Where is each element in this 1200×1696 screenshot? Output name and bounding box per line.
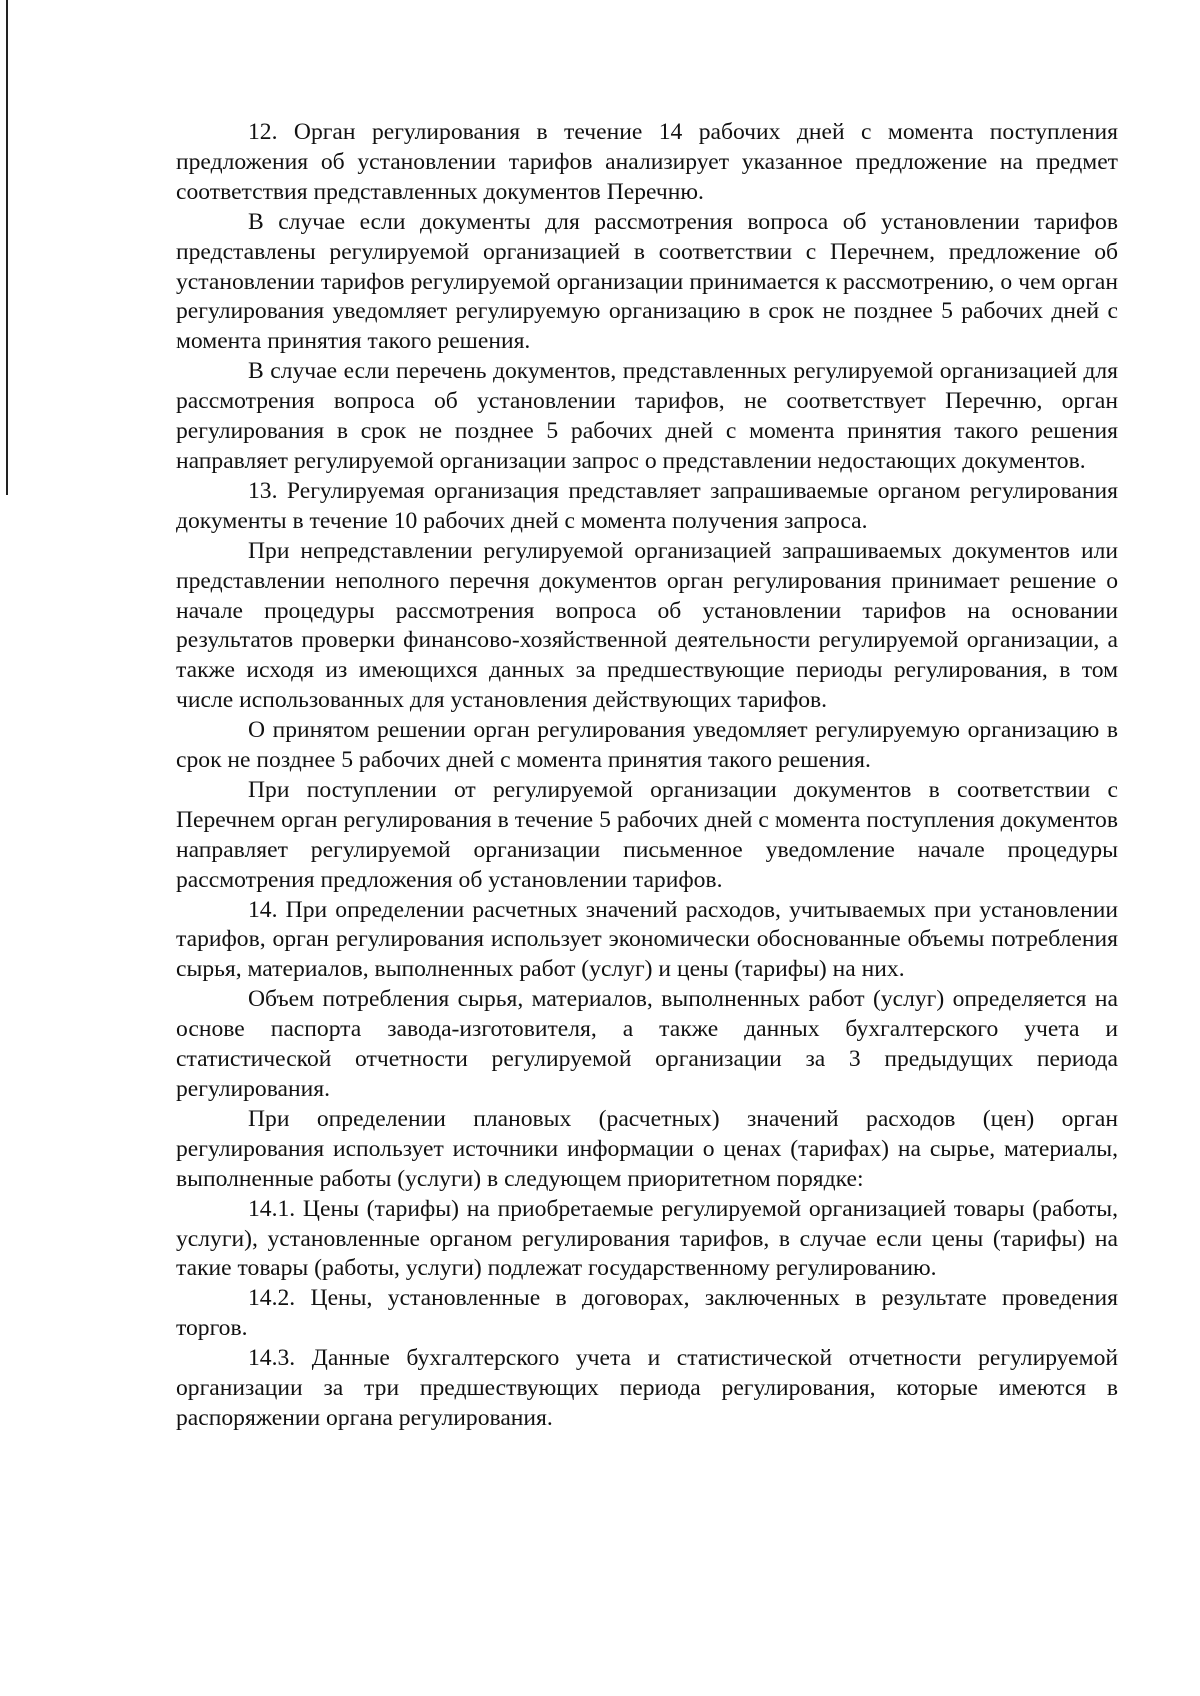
paragraph-14-2: 14.2. Цены, установленные в договорах, заключенных в результате проведения торгов. <box>176 1285 1118 1342</box>
paragraph-consumption-volume: Объем потребления сырья, материалов, выполненных работ (услуг) определяется на основе паспорта завода-изготовителя, а также данных бухгалтерского учета и статистической отчетности регулируемой организации за 3 предыдущих периода регулирования. <box>176 986 1118 1102</box>
paragraph-14: 14. При определении расчетных значений расходов, учитываемых при установлении тарифов, орган регулирования использует экономически обоснованные объемы потребления сырья, материалов, выполненных работ (услуг) и цены (тарифы) на них. <box>176 896 1118 983</box>
paragraph-nonsubmission: При непредставлении регулируемой организацией запрашиваемых документов или представлении неполного перечня документов орган регулирования принимает решение о начале процедуры рассмотрения вопроса об установлении тарифов на основании результатов проверки финансово-хозяйственной деятельности регулируемой организации, а также исходя из имеющихся данных за предшествующие периоды регулирования, в том числе использованных для установления действующих тарифов. <box>176 537 1118 714</box>
document-body <box>176 118 1118 1434</box>
paragraph-receipt: При поступлении от регулируемой организации документов в соответствии с Перечнем орган регулирования в течение 5 рабочих дней с момента поступления документов направляет регулируемой организации письменное уведомление начале процедуры рассмотрения предложения об установлении тарифов. <box>176 776 1118 893</box>
paragraph-price-sources: При определении плановых (расчетных) значений расходов (цен) орган регулирования использует источники информации о ценах (тарифах) на сырье, материалы, выполненные работы (услуги) в следующем приоритетном порядке: <box>176 1105 1118 1192</box>
paragraph-14-1: 14.1. Цены (тарифы) на приобретаемые регулируемой организацией товары (работы, услуги), установленные органом регулирования тарифов, в случае если цены (тарифы) на такие товары (работы, услуги) подлежат государственному регулированию. <box>176 1195 1118 1282</box>
paragraph-14-3: 14.3. Данные бухгалтерского учета и статистической отчетности регулируемой организации за три предшествующих периода регулирования, которые имеются в распоряжении органа регулирования. <box>176 1345 1118 1431</box>
paragraph-12: 12. Орган регулирования в течение 14 рабочих дней с момента поступления предложения об установлении тарифов анализирует указанное предложение на предмет соответствия представленных документов Перечню. <box>176 119 1118 205</box>
paragraph-accepted-case: В случае если документы для рассмотрения вопроса об установлении тарифов представлены регулируемой организацией в соответствии с Перечнем, предложение об установлении тарифов регулируемой организации принимается к рассмотрению, о чем орган регулирования уведомляет регулируемую организацию в срок не позднее 5 рабочих дней с момента принятия такого решения. <box>176 208 1118 355</box>
paragraph-incomplete-case: В случае если перечень документов, представленных регулируемой организацией для рассмотрения вопроса об установлении тарифов, не соответствует Перечню, орган регулирования в срок не позднее 5 рабочих дней с момента принятия такого решения направляет регулируемой организации запрос о представлении недостающих документов. <box>176 358 1118 474</box>
paragraph-notification: О принятом решении орган регулирования уведомляет регулируемую организацию в срок не позднее 5 рабочих дней с момента принятия такого решения. <box>176 717 1118 774</box>
paragraph-13: 13. Регулируемая организация представляет запрашиваемые органом регулирования документы в течение 10 рабочих дней с момента получения запроса. <box>176 477 1118 534</box>
left-margin-line <box>6 0 8 495</box>
